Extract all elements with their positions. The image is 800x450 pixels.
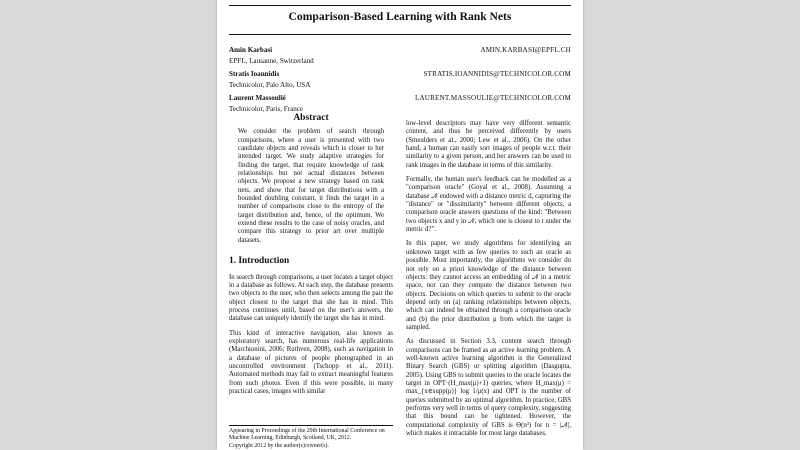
abstract-text: We consider the problem of search through comparisons, where a user is presented with two candidate objects and reveals which is closer to her intended target. We study adaptive strategies for finding the target, that require knowledge of rank relationships but not actual distances between objects. We propose a new strategy based on rank nets, and show that for target distributions with a bounded doubling constant, it finds the target in a number of comparisons close to the entropy of the target distribution and, hence, of the optimum. We extend these results to the case of noisy oracles, and compare this strategy to prior art over multiple datasets. bbox=[238, 128, 384, 244]
author-block bbox=[229, 93, 571, 115]
body-paragraph: In this paper, we study algorithms for identifying an unknown target with as few queries to such an oracle as possible. Most importantly, the algorithms we consider do not rely on a priori knowledge of the distance between objects: they cannot access an embedding of 𝒩 in a metric space, nor can they compute the distance between two objects. Decisions on which queries to submit to the oracle depend only on (a) ranking relationships between objects, which can indeed be obtained through a comparison oracle and (b) the prior distribution μ from which the target is sampled. bbox=[406, 240, 571, 331]
author-affiliation: EPFL, Lausanne, Switzerland bbox=[229, 57, 314, 65]
footnote-line: Copyright 2012 by the author(s)/owner(s). bbox=[229, 442, 329, 449]
paper-page bbox=[217, 0, 583, 450]
author-block bbox=[229, 45, 571, 67]
author-email: AMIN.KARBASI@EPFL.CH bbox=[480, 46, 571, 54]
title-top-rule bbox=[229, 5, 571, 6]
left-column bbox=[229, 114, 393, 402]
body-paragraph: low-level descriptors may have very different semantic content, and thus be perceived differently by users (Smeulders et al., 2000; Lew et al., 2006). On the other hand, a human can easily sort images of people w.r.t. their similarity to a given person, and her answers can be used to rank images in the database in terms of this similarity. bbox=[406, 120, 571, 169]
footnote-line: Appearing in Proceedings of the 29th International Conference on Machine Learning, Edinburgh, Scotland, UK, 2012. bbox=[229, 428, 385, 442]
section-heading: 1. Introduction bbox=[229, 256, 290, 267]
author-affiliation: Technicolor, Paris, France bbox=[229, 105, 304, 113]
author-email: STRATIS.IOANNIDIS@TECHNICOLOR.COM bbox=[423, 70, 571, 78]
paper-title: Comparison-Based Learning with Rank Nets bbox=[288, 10, 512, 23]
author-name: Amin Karbasi bbox=[229, 46, 273, 54]
body-paragraph: Formally, the human user's feedback can be modelled as a "comparison oracle" (Goyal et al., 2008). Assuming a database 𝒩 endowed with a distance metric d, capturing the "distance" or "dissimilarity" between different objects, a comparison oracle answers questions of the kind: "Between two objects x and y in 𝒩, which one is closest to t under the metric d?". bbox=[406, 176, 571, 234]
body-paragraph: In search through comparisons, a user locates a target object in a database as follows. At each step, the database presents two objects to the user, who then selects among the pair the object closest to the target that she has in mind. This process continues until, based on the user's answers, the database can uniquely identify the target she has in mind. bbox=[229, 273, 393, 323]
author-email: LAURENT.MASSOULIE@TECHNICOLOR.COM bbox=[414, 94, 571, 102]
right-column bbox=[406, 120, 571, 444]
author-name: Stratis Ioannidis bbox=[229, 70, 280, 78]
title-bottom-rule bbox=[229, 34, 571, 35]
body-paragraph: As discussed in Section 3.3, content search through comparisons can be framed as an active learning problem. A well-known active learning algorithm is the Generalized Binary Search (GBS) or splitting algorithm (Dasgupta, 2005). Using GBS to submit queries to the oracle locates the target in OPT·(H_max(μ)+1) queries, where H_max(μ) = max_{x∈supp(μ)} log 1/μ(x) and OPT is the number of queries submitted by an optimal algorithm. In practice, GBS performs very well in terms of query complexity, suggesting that this bound can be tightened. However, the computational complexity of GBS is Θ(n³) for n = |𝒩|, which makes it intractable for most large databases. bbox=[406, 338, 571, 438]
author-affiliation: Technicolor, Palo Alto, USA bbox=[229, 81, 311, 89]
body-paragraph: This kind of interactive navigation, also known as exploratory search, has numerous real-life applications (Marchionini, 2006; Ruthven, 2008), such as navigation in a database of pictures of people photographed in an uncontrolled environment (Tschopp et al., 2011). Automated methods may fail to extract meaningful features from such photos. Even if this were possible, in many practical cases, images with similar bbox=[229, 329, 393, 395]
author-block bbox=[229, 69, 571, 91]
author-name: Laurent Massoulié bbox=[229, 94, 286, 102]
footnote bbox=[229, 425, 393, 450]
abstract-heading: Abstract bbox=[293, 113, 329, 123]
